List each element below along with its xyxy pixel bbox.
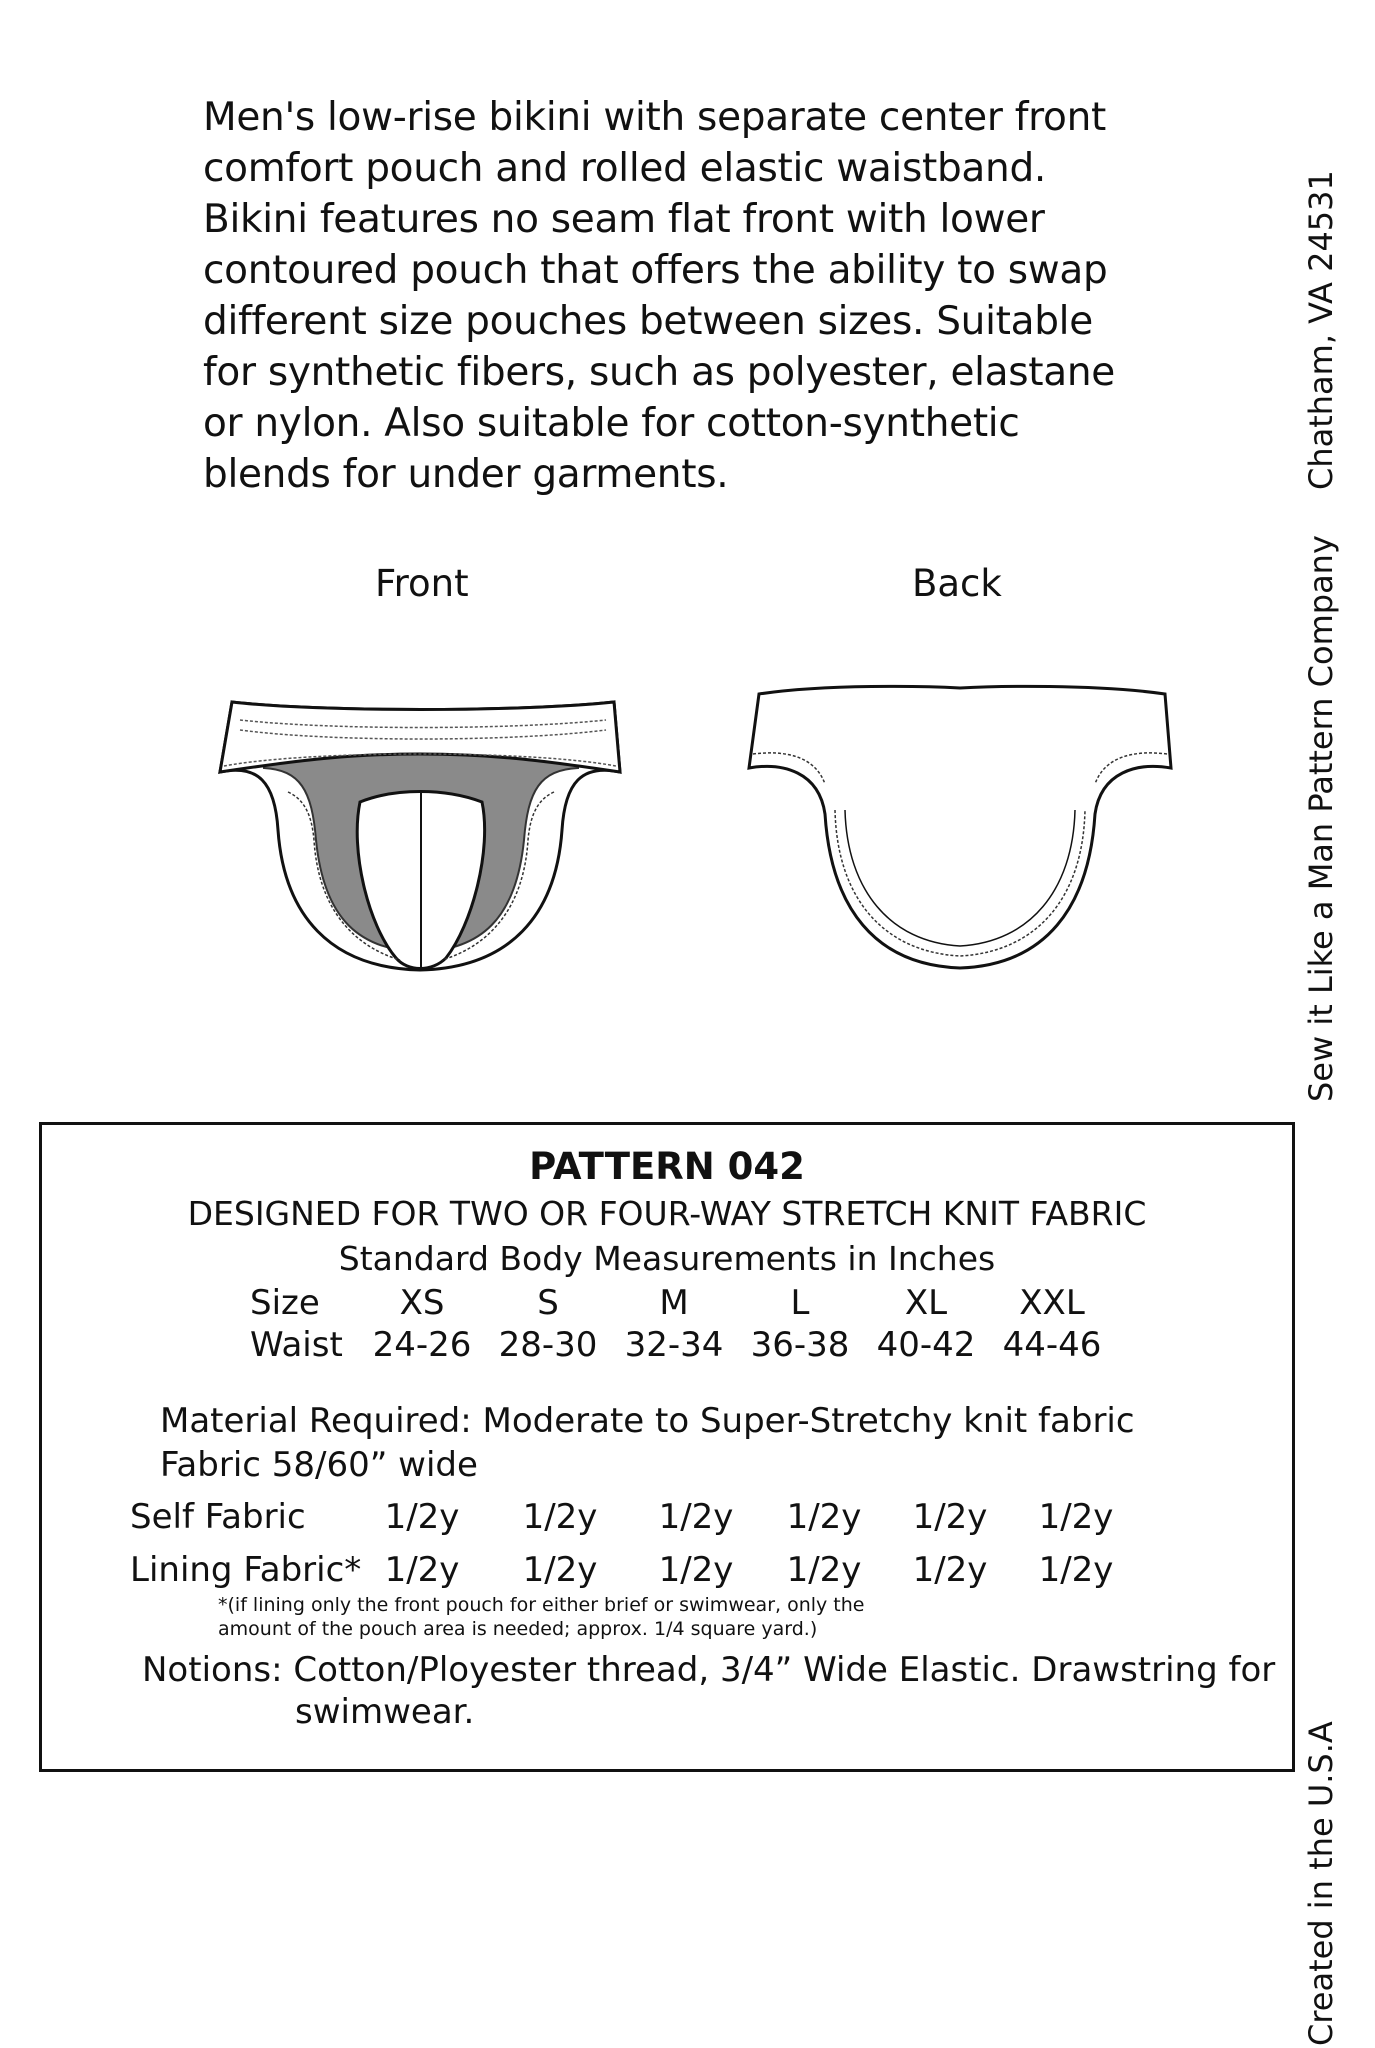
size-label: Size — [250, 1283, 320, 1323]
description-line: different size pouches between sizes. Suitable — [203, 299, 1093, 344]
fabric-type-heading: DESIGNED FOR TWO OR FOUR-WAY STRETCH KNIT FABRIC — [187, 1194, 1147, 1233]
back-brief-illustration — [745, 680, 1175, 980]
location-text: Chatham, VA 24531 — [1302, 170, 1340, 490]
pattern-title: PATTERN 042 — [529, 1145, 805, 1188]
waist-cell: 36-38 — [750, 1325, 850, 1365]
back-label: Back — [912, 562, 1002, 605]
size-cell: L — [790, 1283, 810, 1323]
lining-footnote-line-2: amount of the pouch area is needed; approx. 1/4 square yard.) — [218, 1618, 818, 1640]
size-cell: M — [659, 1283, 689, 1323]
size-cell: S — [537, 1283, 559, 1323]
notions-line-1: Notions: Cotton/Ployester thread, 3/4” Wide Elastic. Drawstring for — [142, 1650, 1276, 1690]
description-line: contoured pouch that offers the ability to swap — [203, 248, 1108, 293]
front-brief-illustration — [210, 690, 630, 980]
material-required: Material Required: Moderate to Super-Stretchy knit fabric — [160, 1401, 1135, 1441]
size-cell: XL — [904, 1283, 948, 1323]
self-fabric-cell: 1/2y — [658, 1497, 734, 1537]
lining-fabric-cell: 1/2y — [786, 1550, 862, 1590]
self-fabric-cell: 1/2y — [522, 1497, 598, 1537]
lining-fabric-cell: 1/2y — [1038, 1550, 1114, 1590]
lining-fabric-cell: 1/2y — [384, 1550, 460, 1590]
pattern-info-box — [39, 1122, 1295, 1772]
size-cell: XXL — [1019, 1283, 1085, 1323]
self-fabric-cell: 1/2y — [786, 1497, 862, 1537]
notions-line-2: swimwear. — [295, 1692, 475, 1732]
lining-fabric-cell: 1/2y — [912, 1550, 988, 1590]
lining-fabric-cell: 1/2y — [658, 1550, 734, 1590]
waist-cell: 40-42 — [876, 1325, 976, 1365]
fabric-width: Fabric 58/60” wide — [160, 1445, 478, 1485]
origin-text: Created in the U.S.A — [1302, 1721, 1340, 2046]
size-cell: XS — [399, 1283, 445, 1323]
self-fabric-label: Self Fabric — [130, 1497, 306, 1537]
waist-cell: 28-30 — [498, 1325, 598, 1365]
front-label: Front — [375, 562, 469, 605]
company-name: Sew it Like a Man Pattern Company — [1302, 535, 1340, 1102]
lining-fabric-label: Lining Fabric* — [130, 1550, 362, 1590]
measurements-heading: Standard Body Measurements in Inches — [338, 1239, 996, 1278]
description-line: Bikini features no seam flat front with lower — [203, 197, 1045, 242]
description-line: comfort pouch and rolled elastic waistband. — [203, 146, 1047, 191]
description — [203, 92, 1133, 500]
description-line: Men's low-rise bikini with separate center front — [203, 95, 1106, 140]
self-fabric-cell: 1/2y — [912, 1497, 988, 1537]
lining-fabric-cell: 1/2y — [522, 1550, 598, 1590]
self-fabric-cell: 1/2y — [384, 1497, 460, 1537]
description-line: for synthetic fibers, such as polyester, elastane — [203, 350, 1115, 395]
description-line: or nylon. Also suitable for cotton-synthetic — [203, 401, 1020, 446]
lining-footnote-line-1: *(if lining only the front pouch for either brief or swimwear, only the — [218, 1594, 865, 1616]
description-line: blends for under garments. — [203, 452, 729, 497]
waist-label: Waist — [250, 1325, 343, 1365]
self-fabric-cell: 1/2y — [1038, 1497, 1114, 1537]
waist-cell: 24-26 — [372, 1325, 472, 1365]
waist-cell: 44-46 — [1002, 1325, 1102, 1365]
waist-cell: 32-34 — [624, 1325, 724, 1365]
